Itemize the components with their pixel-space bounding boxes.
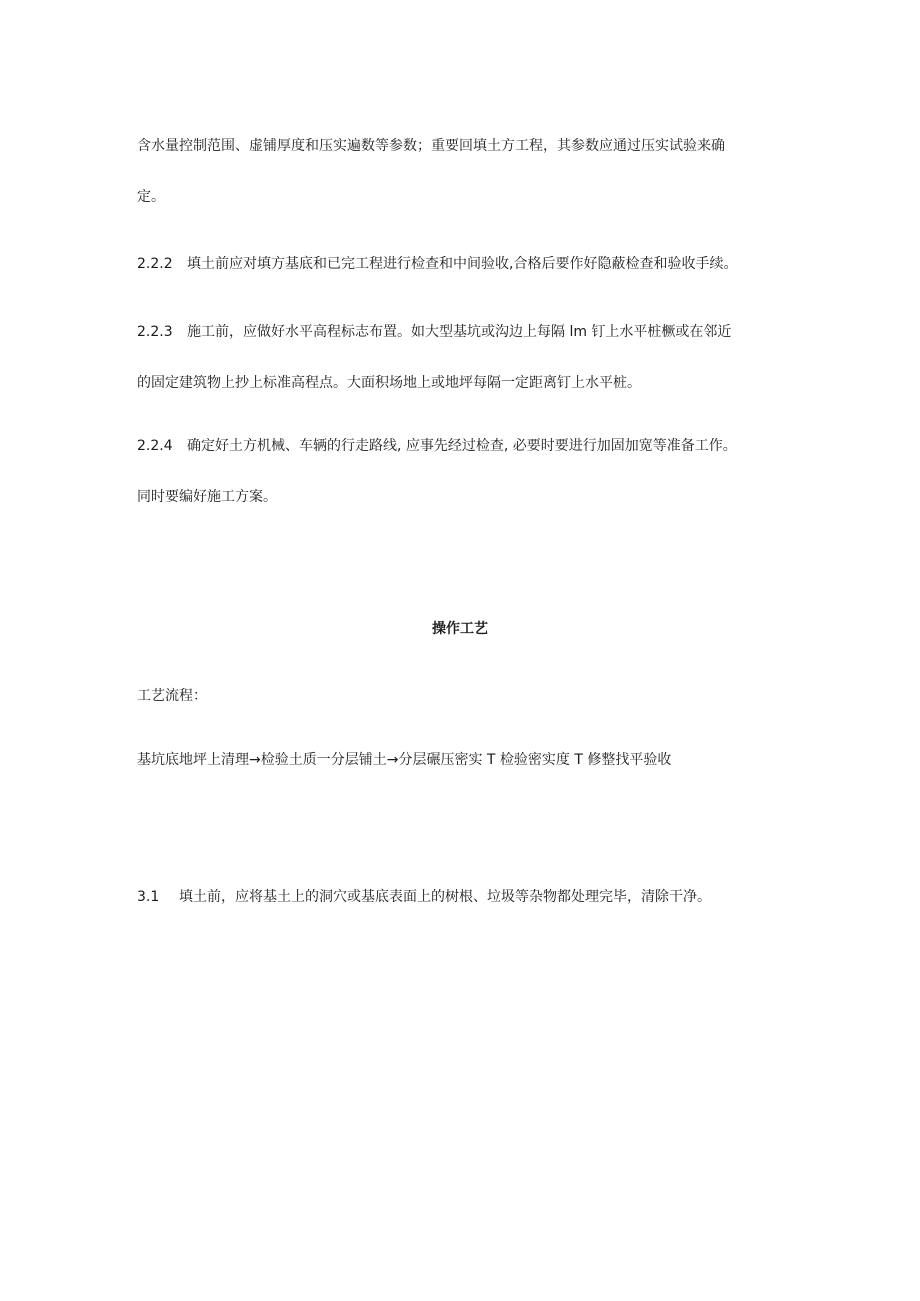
clause-2-2-3 <box>137 322 731 342</box>
clause-text: 填土前应对填方基底和已完工程进行检查和中间验收,合格后要作好隐蔽检查和验收手续。 <box>187 256 738 272</box>
clause-text: 施工前，应做好水平高程标志布置。如大型基坑或沟边上每隔 lm 钉上水平桩橛或在邻近 <box>187 324 732 340</box>
clause-text: 填土前，应将基土上的洞穴或基底表面上的树根、垃圾等杂物都处理完毕，清除干净。 <box>179 889 711 905</box>
paragraph-line: 的固定建筑物上抄上标准高程点。大面积场地上或地坪每隔一定距离钉上水平桩。 <box>137 375 641 391</box>
section-title: 操作工艺 <box>432 621 488 637</box>
clause-2-2-4 <box>137 436 737 456</box>
clause-number: 3.1 <box>137 889 160 905</box>
paragraph-line: 同时要编好施工方案。 <box>137 489 277 505</box>
clause-2-2-2 <box>137 254 737 274</box>
clause-3-1 <box>137 887 711 907</box>
flow-label: 工艺流程： <box>137 688 207 704</box>
paragraph-line: 定。 <box>137 189 165 205</box>
flow-steps: 基坑底地坪上清理→检验土质一分层铺土→分层碾压密实 T 检验密实度 T 修整找平验收 <box>137 752 672 768</box>
clause-number: 2.2.3 <box>137 324 173 340</box>
clause-text: 确定好土方机械、车辆的行走路线, 应事先经过检查, 必要时要进行加固加宽等准备工作。 <box>187 438 737 454</box>
clause-number: 2.2.2 <box>137 256 173 272</box>
clause-number: 2.2.4 <box>137 438 173 454</box>
paragraph-line: 含水量控制范围、虚铺厚度和压实遍数等参数；重要回填土方工程，其参数应通过压实试验来确 <box>137 138 725 154</box>
